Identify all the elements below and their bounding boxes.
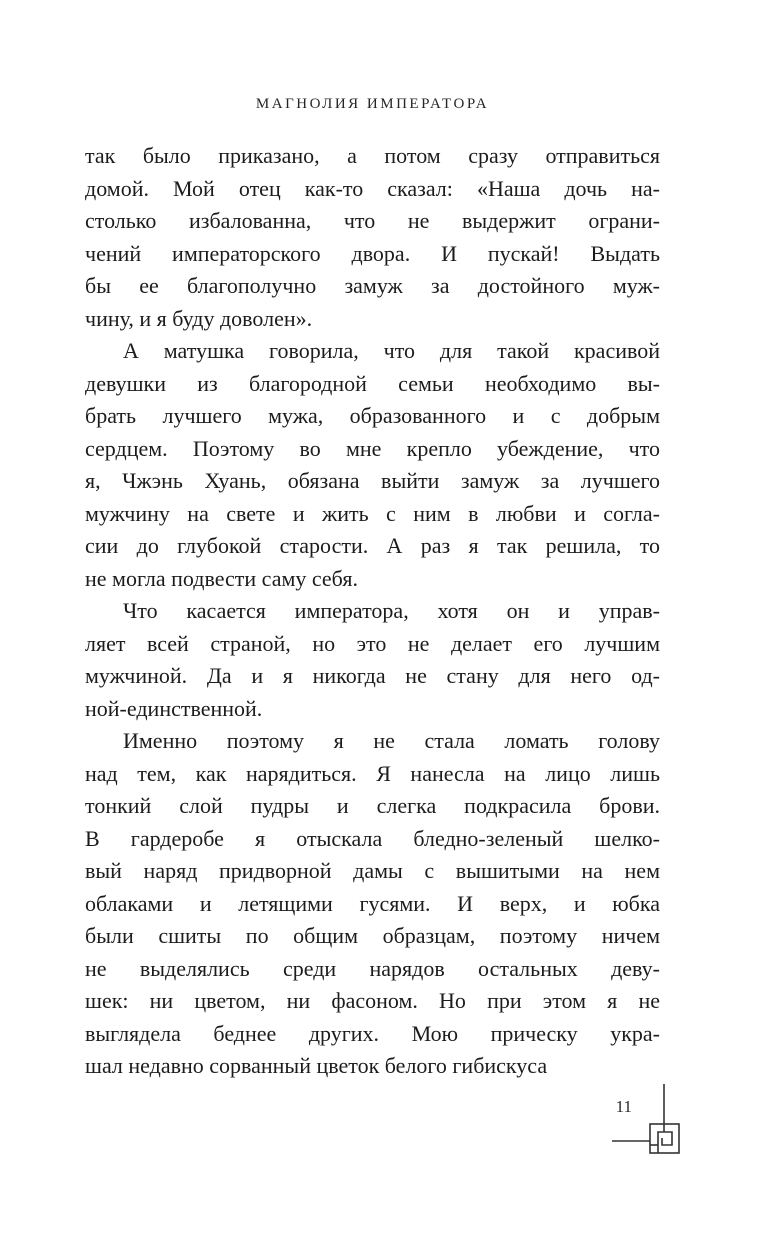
text-line: Именно поэтому я не стала ломать голову	[123, 728, 660, 753]
text-line: шек: ни цветом, ни фасоном. Но при этом я не	[85, 988, 660, 1013]
page-number: 11	[615, 1097, 632, 1116]
paragraph	[85, 335, 660, 595]
text-line: над тем, как нарядиться. Я нанесла на лицо лишь	[85, 760, 660, 786]
text-line: облаками и летящими гусями. И верх, и юбка	[85, 890, 660, 916]
text-line: Что касается императора, хотя он и управ-	[123, 598, 660, 623]
paragraph	[85, 140, 660, 335]
text-line: бы ее благополучно замуж за достойного муж-	[85, 273, 660, 298]
text-line: были сшиты по общим образцам, поэтому ничем	[85, 923, 660, 948]
text-line: домой. Мой отец как-то сказал: «Наша дочь на-	[85, 175, 660, 201]
text-line: я, Чжэнь Хуань, обязана выйти замуж за лучшего	[85, 468, 660, 493]
text-line: не выделялись среди нарядов остальных деву-	[85, 955, 660, 981]
text-line: так было приказано, а потом сразу отправиться	[85, 143, 660, 168]
text-line: ляет всей страной, но это не делает его лучшим	[85, 630, 660, 656]
text-line: столько избалованна, что не выдержит ограни-	[85, 208, 660, 233]
text-line: ной-единственной.	[85, 695, 263, 721]
text-line: не могла подвести саму себя.	[85, 565, 358, 591]
text-line: шал недавно сорванный цветок белого гибискуса	[85, 1053, 548, 1078]
text-line: вый наряд придворной дамы с вышитыми на нем	[85, 858, 660, 883]
ornament-knot-inner	[658, 1132, 672, 1153]
text-line: выглядела беднее других. Мою прическу укра-	[85, 1020, 660, 1046]
paragraph	[85, 595, 660, 725]
text-line: чений императорского двора. И пускай! Выдать	[85, 240, 660, 266]
running-head: МАГНОЛИЯ ИМПЕРАТОРА	[255, 96, 490, 112]
text-line: А матушка говорила, что для такой красивой	[123, 338, 660, 363]
chinese-knot-corner-ornament	[612, 1084, 692, 1168]
text-line: сии до глубокой старости. А раз я так решила, то	[85, 533, 660, 558]
text-line: мужчину на свете и жить с ним в любви и согла-	[85, 500, 660, 526]
text-line: чину, и я буду доволен».	[85, 305, 313, 331]
body-text	[85, 140, 660, 1083]
text-line: брать лучшего мужа, образованного и с добрым	[85, 403, 660, 428]
text-line: девушки из благородной семьи необходимо вы-	[85, 370, 660, 396]
paragraph	[85, 725, 660, 1083]
text-line: В гардеробе я отыскала бледно-зеленый шелко-	[85, 825, 660, 851]
text-line: сердцем. Поэтому во мне крепло убеждение, что	[85, 435, 660, 461]
text-line: тонкий слой пудры и слегка подкрасила брови.	[85, 793, 660, 818]
text-line: мужчиной. Да и я никогда не стану для него од-	[85, 663, 660, 688]
